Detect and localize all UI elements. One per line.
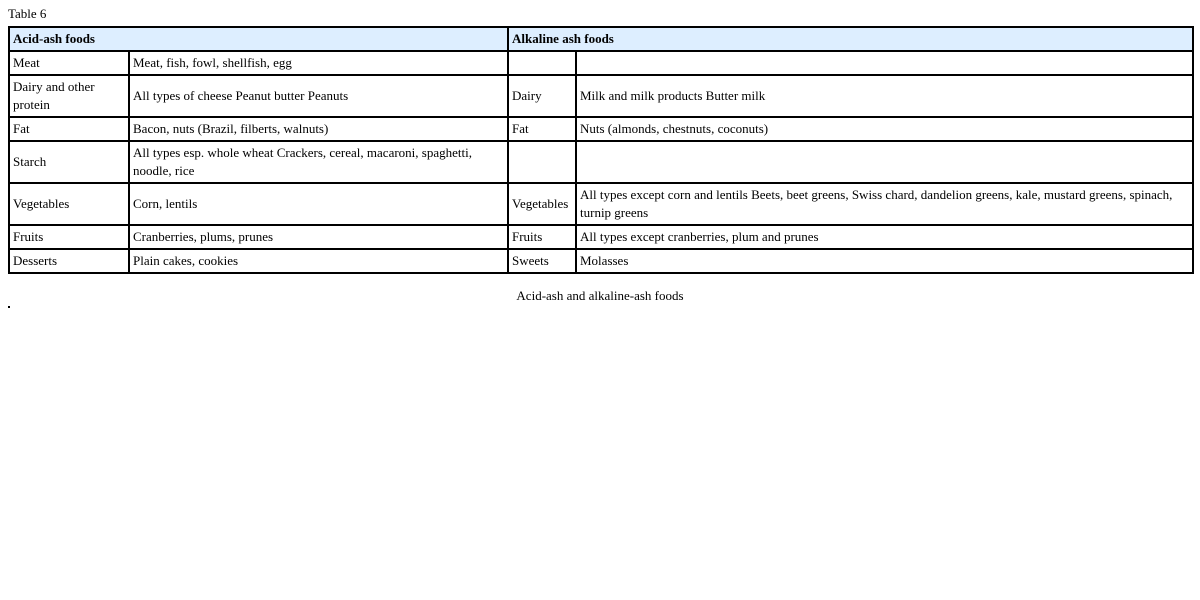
alkaline-category-cell <box>508 141 576 183</box>
acid-ash-header: Acid-ash foods <box>9 27 508 51</box>
table-row <box>9 183 1193 225</box>
acid-foods-cell: Meat, fish, fowl, shellfish, egg <box>129 51 508 75</box>
acid-foods-cell: All types of cheese Peanut butter Peanuts <box>129 75 508 117</box>
alkaline-category-cell: Sweets <box>508 249 576 273</box>
foods-table <box>8 26 1194 274</box>
acid-category-cell: Dairy and other protein <box>9 75 129 117</box>
acid-foods-cell: Plain cakes, cookies <box>129 249 508 273</box>
alkaline-foods-cell: Milk and milk products Butter milk <box>576 75 1193 117</box>
acid-category-cell: Desserts <box>9 249 129 273</box>
acid-foods-cell: Bacon, nuts (Brazil, filberts, walnuts) <box>129 117 508 141</box>
table-label: Table 6 <box>8 6 47 21</box>
table-row <box>9 117 1193 141</box>
acid-foods-cell: Cranberries, plums, prunes <box>129 225 508 249</box>
alkaline-category-cell <box>508 51 576 75</box>
alkaline-category-cell: Fat <box>508 117 576 141</box>
table-row <box>9 75 1193 117</box>
alkaline-foods-cell: Molasses <box>576 249 1193 273</box>
alkaline-foods-cell: All types except corn and lentils Beets, beet greens, Swiss chard, dandelion greens, kale, mustard greens, spinach, turnip greens <box>576 183 1193 225</box>
alkaline-category-cell: Dairy <box>508 75 576 117</box>
acid-foods-cell: Corn, lentils <box>129 183 508 225</box>
alkaline-foods-cell <box>576 141 1193 183</box>
decorative-dot <box>8 306 10 308</box>
alkaline-foods-cell: All types except cranberries, plum and prunes <box>576 225 1193 249</box>
alkaline-foods-cell <box>576 51 1193 75</box>
acid-category-cell: Fruits <box>9 225 129 249</box>
acid-category-cell: Vegetables <box>9 183 129 225</box>
alkaline-foods-cell: Nuts (almonds, chestnuts, coconuts) <box>576 117 1193 141</box>
acid-category-cell: Fat <box>9 117 129 141</box>
acid-category-cell: Starch <box>9 141 129 183</box>
table-header-row <box>9 27 1193 51</box>
table-row <box>9 225 1193 249</box>
table-row <box>9 51 1193 75</box>
acid-foods-cell: All types esp. whole wheat Crackers, cereal, macaroni, spaghetti, noodle, rice <box>129 141 508 183</box>
acid-category-cell: Meat <box>9 51 129 75</box>
alkaline-category-cell: Vegetables <box>508 183 576 225</box>
alkaline-category-cell: Fruits <box>508 225 576 249</box>
alkaline-ash-header: Alkaline ash foods <box>508 27 1193 51</box>
table-row <box>9 249 1193 273</box>
table-row <box>9 141 1193 183</box>
table-caption: Acid-ash and alkaline-ash foods <box>516 288 684 303</box>
